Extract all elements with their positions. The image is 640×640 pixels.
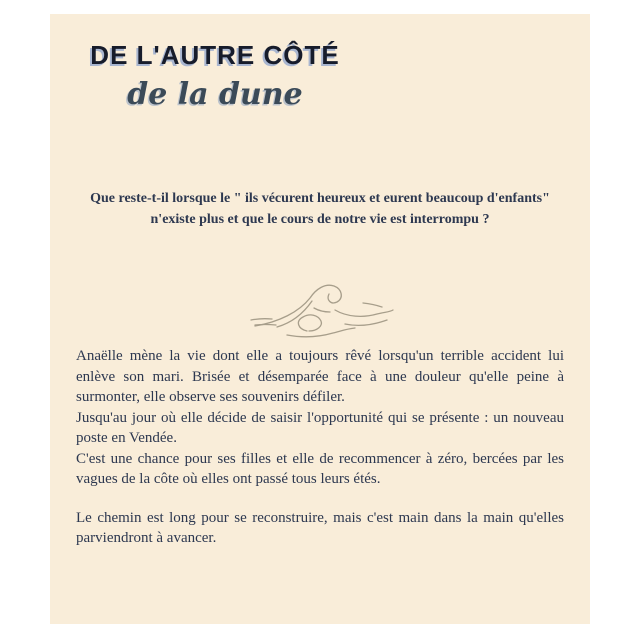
wave-line-art-icon xyxy=(245,280,395,340)
synopsis-paragraph-2: Jusqu'au jour où elle décide de saisir l'opportunité qui se présente : un nouveau poste en Vendée. xyxy=(76,409,564,446)
synopsis-paragraph-1: Anaëlle mène la vie dont elle a toujours rêvé lorsqu'un terrible accident lui enlève son mari. Brisée et désemparée face à une douleur qu'elle peine à surmonter, elle observe ses souvenirs défiler. xyxy=(76,348,564,405)
book-title: DE L'AUTRE CÔTÉ xyxy=(90,40,340,70)
cream-card xyxy=(50,14,590,624)
tagline-quote-line-2: n'existe plus et que le cours de notre vie est interrompu ? xyxy=(150,212,490,227)
synopsis-paragraph-3: C'est une chance pour ses filles et elle de recommencer à zéro, bercées par les vagues de la côte où elles ont passé tous leurs étés. xyxy=(76,450,564,487)
book-title-block xyxy=(50,40,380,113)
tagline-quote xyxy=(50,188,590,230)
tagline-quote-line-1: Que reste-t-il lorsque le " ils vécurent heureux et eurent beaucoup d'enfants" xyxy=(90,191,550,206)
book-subtitle: de la dune xyxy=(127,77,303,113)
synopsis-paragraph-4: Le chemin est long pour se reconstruire, mais c'est main dans la main qu'elles parviendront à avancer. xyxy=(76,509,564,546)
synopsis xyxy=(76,346,564,549)
